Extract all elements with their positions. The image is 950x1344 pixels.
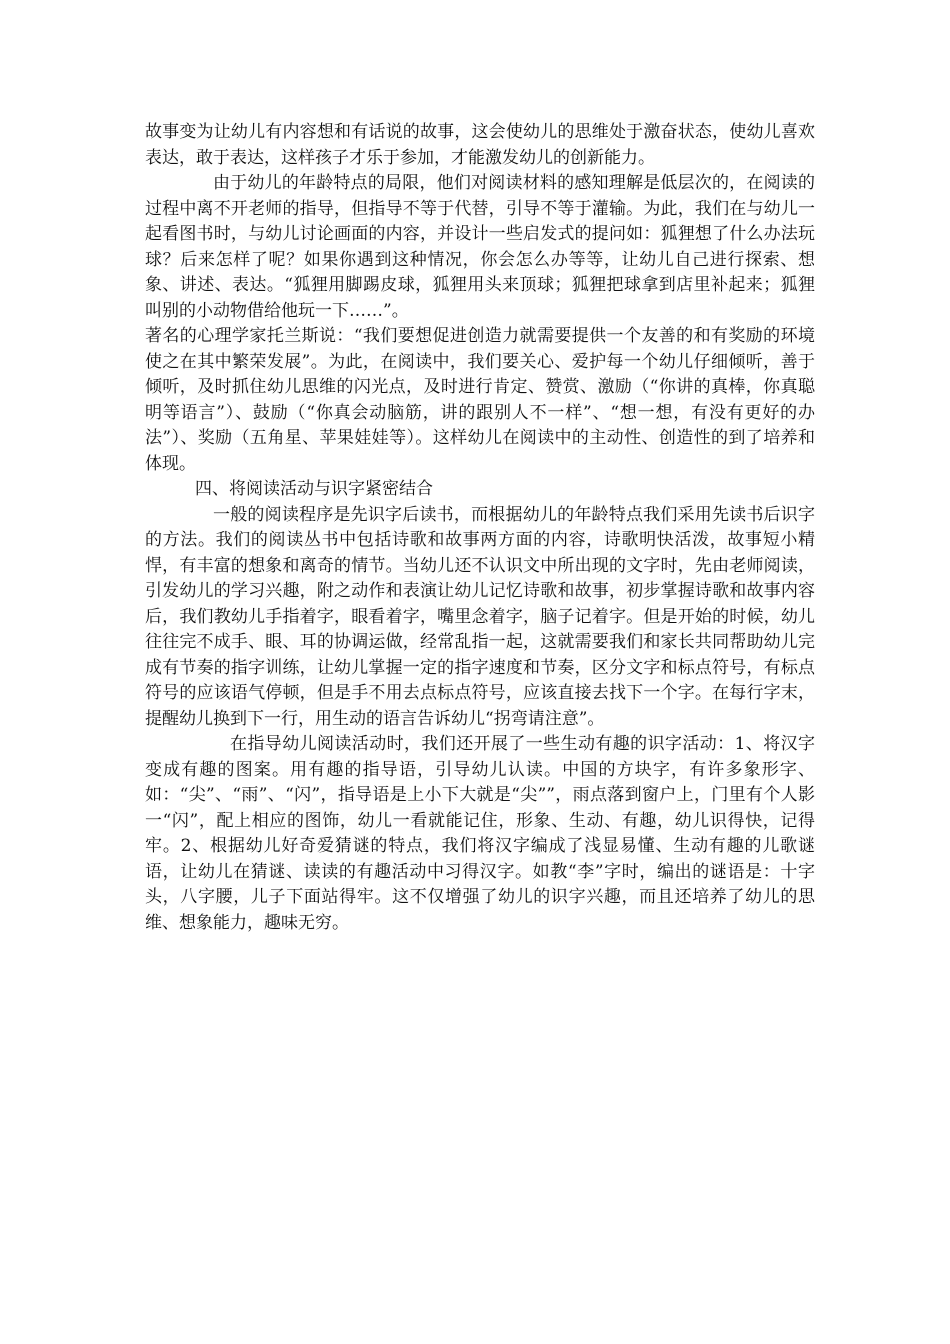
paragraph-2: 由于幼儿的年龄特点的局限，他们对阅读材料的感知理解是低层次的，在阅读的过程中离不开老师的指导，但指导不等于代替，引导不等于灌输。为此，我们在与幼儿一起看图书时，与幼儿讨论画面的内容，并设计一些启发式的提问如：狐狸想了什么办法玩球？后来怎样了呢？如果你遇到这种情况，你会怎么办等等，让幼儿自己进行探索、想象、讲述、表达。“狐狸用脚踢皮球，狐狸用头来顶球；狐狸把球拿到店里补起来；狐狸叫别的小动物借给他玩一下……”。	[145, 173, 815, 321]
paragraph-5: 在指导幼儿阅读活动时，我们还开展了一些生动有趣的识字活动：1、将汉字变成有趣的图案。用有趣的指导语，引导幼儿认读。中国的方块字，有许多象形字、如：“尖”、“雨”、“闪”，指导语是上小下大就是“尖””，雨点落到窗户上，门里有个人影一“闪”，配上相应的图饰，幼儿一看就能记住，形象、生动、有趣，幼儿识得快，记得牢。2、根据幼儿好奇爱猜谜的特点，我们将汉字编成了浅显易懂、生动有趣的儿歌谜语，让幼儿在猜谜、读读的有趣活动中习得汉字。如教“李”字时，编出的谜语是：十字头，八字腰，儿子下面站得牢。这不仅增强了幼儿的识字兴趣，而且还培养了幼儿的思维、想象能力，趣味无穷。	[145, 734, 815, 933]
paragraph-4: 一般的阅读程序是先识字后读书，而根据幼儿的年龄特点我们采用先读书后识字的方法。我们的阅读丛书中包括诗歌和故事两方面的内容，诗歌明快活泼，故事短小精悍，有丰富的想象和离奇的情节。当幼儿还不认识文中所出现的文字时，先由老师阅读，引发幼儿的学习兴趣，附之动作和表演让幼儿记忆诗歌和故事，初步掌握诗歌和故事内容后，我们教幼儿手指着字，眼看着字，嘴里念着字，脑子记着字。但是开始的时候，幼儿往往完不成手、眼、耳的协调运做，经常乱指一起，这就需要我们和家长共同帮助幼儿完成有节奏的指字训练，让幼儿掌握一定的指字速度和节奏，区分文字和标点符号，有标点符号的应该语气停顿，但是手不用去点标点符号，应该直接去找下一个字。在每行字末，提醒幼儿换到下一行，用生动的语言告诉幼儿“拐弯请注意”。	[145, 504, 815, 729]
section-heading: 四、将阅读活动与识字紧密结合	[195, 479, 433, 499]
paragraph-1: 故事变为让幼儿有内容想和有话说的故事，这会使幼儿的思维处于激奋状态，使幼儿喜欢表达，敢于表达，这样孩子才乐于参加，才能激发幼儿的创新能力。	[145, 122, 815, 168]
document-body	[145, 120, 815, 936]
paragraph-3: 著名的心理学家托兰斯说：“我们要想促进创造力就需要提供一个友善的和有奖励的环境使之在其中繁荣发展”。为此，在阅读中，我们要关心、爱护每一个幼儿仔细倾听，善于倾听，及时抓住幼儿思维的闪光点，及时进行肯定、赞赏、激励（“你讲的真棒，你真聪明等语言”）、鼓励（“你真会动脑筋，讲的跟别人不一样”、“想一想，有没有更好的办法”）、奖励（五角星、苹果娃娃等）。这样幼儿在阅读中的主动性、创造性的到了培养和体现。	[145, 326, 815, 474]
